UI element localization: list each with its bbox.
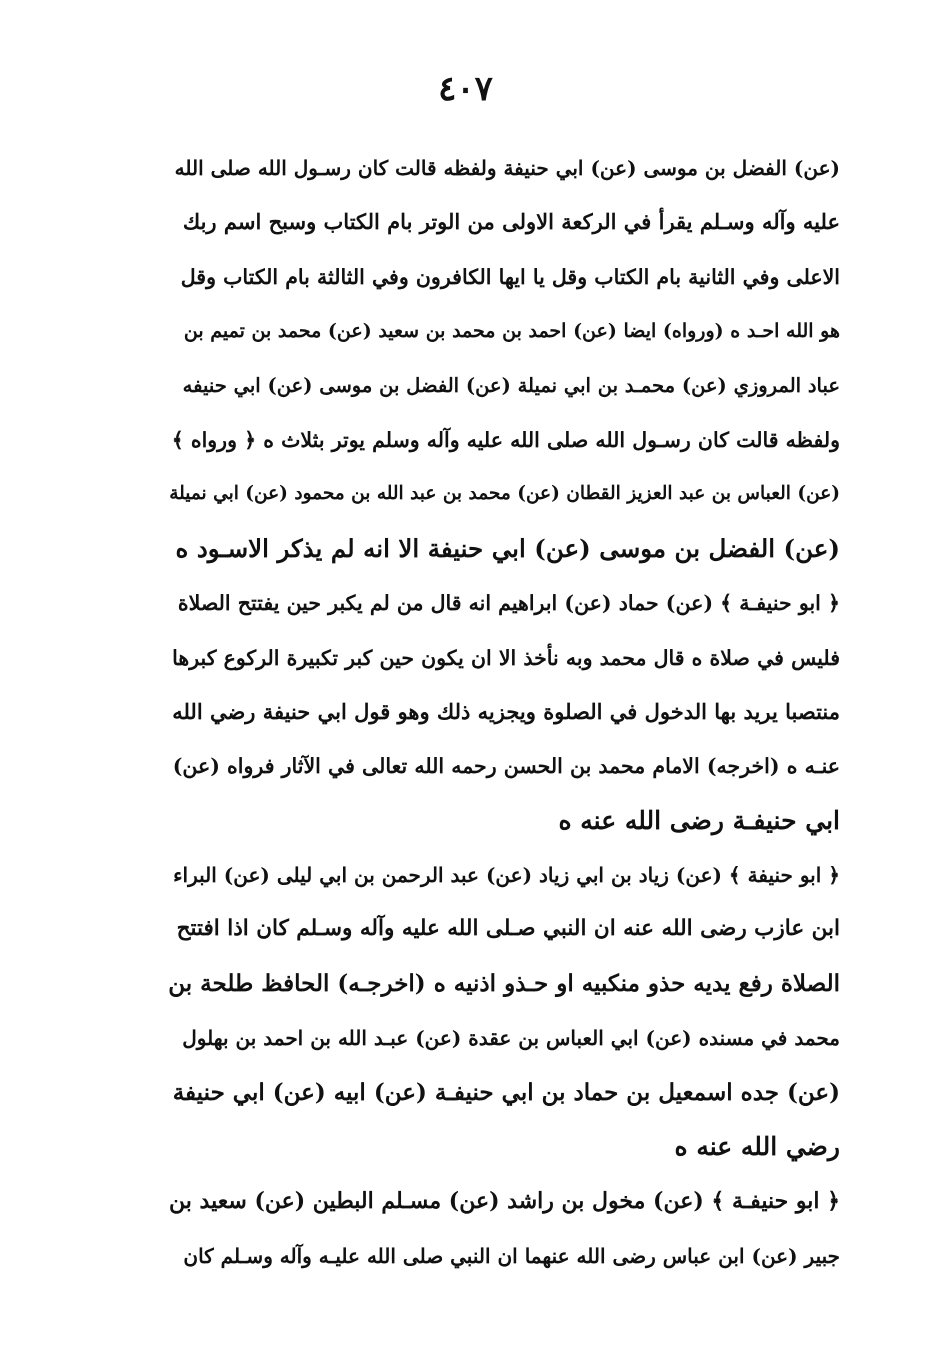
text-line: عنـه ه (اخرجه) الامام محمد بن الحسن رحمه الله تعالى في الآثار فرواه (عن) bbox=[172, 754, 840, 779]
text-line: ولفظه قالت كان رسـول الله صلى الله عليه وآله وسلم يوتر بثلاث ه ﴿ ورواه ﴾ bbox=[171, 427, 840, 452]
text-line: رضي الله عنه ه bbox=[674, 1132, 840, 1162]
text-line: (عن) جده اسمعيل بن حماد بن ابي حنيفـة (عن) ابيه (عن) ابي حنيفة bbox=[172, 1078, 840, 1106]
text-line: محمد في مسنده (عن) ابي العباس بن عقدة (عن) عبـد الله بن احمد بن بهلول bbox=[182, 1026, 840, 1051]
text-line: (عن) العباس بن عبد العزيز القطان (عن) محمد بن عبد الله بن محمود (عن) ابي نميلة bbox=[169, 483, 840, 505]
text-line: ﴿ ابو حنيفـة ﴾ (عن) حماد (عن) ابراهيم انه قال من لم يكبر حين يفتتح الصلاة bbox=[177, 591, 840, 616]
text-line: فليس في صلاة ه قال محمد وبه نأخذ الا ان يكون حين كبر تكبيرة الركوع كبرها bbox=[172, 645, 840, 670]
text-line: ابن عازب رضى الله عنه ان النبي صـلى الله عليه وآله وسـلم كان اذا افتتح bbox=[176, 916, 840, 942]
text-line: جبير (عن) ابن عباس رضى الله عنهما ان النبي صلى الله عليـه وآله وسـلم كان bbox=[183, 1243, 840, 1268]
text-line: عباد المروزي (عن) محمـد بن ابي نميلة (عن) الفضل بن موسى (عن) ابي حنيفه bbox=[182, 373, 840, 397]
text-line: ابي حنيفـة رضى الله عنه ه bbox=[558, 805, 840, 835]
text-line: ﴿ ابو حنيفة ﴾ (عن) زياد بن ابي زياد (عن) عبد الرحمن بن ابي ليلى (عن) البراء bbox=[173, 863, 840, 888]
text-line: (عن) الفضل بن موسى (عن) ابي حنيفة الا انه لم يذكر الاسـود ه bbox=[175, 533, 840, 563]
text-line: هو الله احـد ه (ورواه) ايضا (عن) احمد بن محمد بن سعيد (عن) محمد بن تميم بن bbox=[183, 320, 840, 343]
text-line: (عن) الفضل بن موسى (عن) ابي حنيفة ولفظه قالت كان رسـول الله صلى الله bbox=[174, 156, 840, 180]
text-line: عليه وآله وسـلم يقرأ في الركعة الاولى من الوتر بام الكتاب وسبح اسم ربك bbox=[182, 209, 840, 235]
text-line: ﴿ ابو حنيفـة ﴾ (عن) مخول بن راشد (عن) مسـلم البطين (عن) سعيد بن bbox=[169, 1188, 840, 1215]
text-line: الصلاة رفع يديه حذو منكبيه او حـذو اذنيه ه (اخرجـه) الحافظ طلحة بن bbox=[168, 969, 840, 997]
text-line: منتصبا يريد بها الدخول في الصلوة ويجزيه ذلك وهو قول ابي حنيفة رضي الله bbox=[172, 698, 840, 724]
page-number: ٤٠٧ bbox=[438, 69, 493, 109]
body-text bbox=[168, 141, 840, 1283]
text-line: الاعلى وفي الثانية بام الكتاب وقل يا ايها الكافرون وفي الثالثة بام الكتاب وقل bbox=[180, 264, 840, 289]
